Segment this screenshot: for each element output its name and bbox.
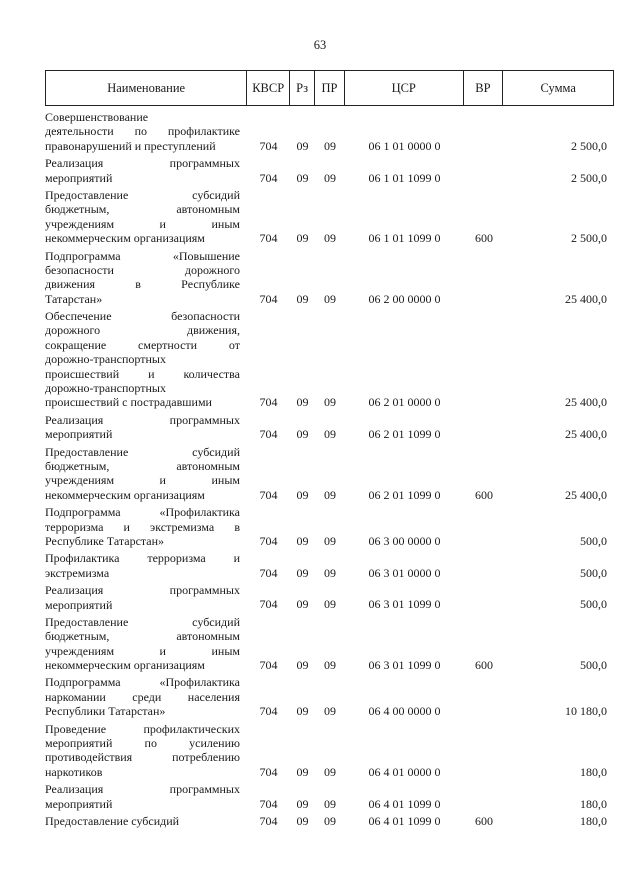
cell-rz: 09 [296,231,309,246]
table-row [45,505,614,548]
cell-rz: 09 [296,487,309,502]
cell-pr: 09 [324,291,336,306]
cell-pr: 09 [324,427,336,442]
cell-sum: 500,0 [580,658,607,673]
cell-sum: 10 180,0 [565,704,607,719]
cell-kvsr: 704 [259,704,278,719]
header-sum: Сумма [540,80,576,95]
table-row [45,675,614,718]
cell-kvsr: 704 [259,487,278,502]
row-name [45,445,240,503]
row-name-line: происшествий и количества [45,366,240,381]
header-vr: ВР [464,71,504,105]
cell-kvsr: 704 [259,813,278,828]
row-name-line: Подпрограмма «Профилактика [45,675,240,690]
cell-pr: 09 [324,764,336,779]
row-name-line: Совершенствование [45,110,149,124]
row-name-line: некоммерческим организациям [45,231,205,246]
cell-rz: 09 [296,395,309,410]
row-name-line: Реализация программных [45,412,240,427]
cell-rz: 09 [296,170,309,185]
row-name-line: дорожно-транспортных [45,381,166,396]
table-header [45,70,614,106]
cell-pr: 09 [324,487,336,502]
cell-rz: 09 [296,704,309,719]
row-name-line: Татарстан» [45,291,103,306]
row-name-line: учреждениям и иным [45,473,240,488]
row-name-line: терроризма и экстремизма в [45,519,240,534]
cell-rz: 09 [296,764,309,779]
row-name-line: Подпрограмма «Повышение [45,248,240,263]
cell-csr: 06 3 00 0000 0 [368,533,441,548]
row-name-line: противодействия потреблению [45,750,240,765]
cell-csr: 06 3 01 1099 0 [368,597,441,612]
row-name [45,309,240,410]
row-name-line: дорожно-транспортных [45,352,166,367]
header-name: Наименование [46,71,247,105]
cell-csr: 06 2 00 0000 0 [368,291,441,306]
cell-rz: 09 [296,796,309,811]
row-name-line: дорожного движения, [45,323,240,338]
row-name-line: Реализация программных [45,583,240,598]
table-row [45,110,614,153]
row-name-line: сокращение смертности от [45,337,240,352]
cell-csr: 06 4 01 1099 0 [368,813,441,828]
cell-sum: 500,0 [580,597,607,612]
cell-csr: 06 2 01 1099 0 [368,427,441,442]
cell-rz: 09 [296,427,309,442]
row-name [45,110,240,153]
row-name [45,551,240,580]
row-name [45,814,240,828]
row-name-line: Обеспечение безопасности [45,309,240,324]
table-row [45,722,614,780]
row-name [45,675,240,718]
header-rz: Рз [290,71,315,105]
cell-kvsr: 704 [259,427,278,442]
cell-sum: 25 400,0 [565,487,607,502]
cell-csr: 06 4 00 0000 0 [368,704,441,719]
cell-pr: 09 [324,813,336,828]
cell-sum: 180,0 [580,796,607,811]
row-name-line: Предоставление субсидий [45,813,180,828]
row-name-line: наркотиков [45,764,103,779]
table-row [45,615,614,673]
table-row [45,814,614,828]
cell-pr: 09 [324,658,336,673]
table-body [45,110,614,831]
row-name-line: происшествий с пострадавшими [45,395,212,410]
cell-kvsr: 704 [259,533,278,548]
row-name [45,413,240,442]
row-name-line: учреждениям и иным [45,643,240,658]
cell-pr: 09 [324,395,336,410]
table-row [45,413,614,442]
row-name-line: мероприятий [45,597,113,612]
cell-vr: 600 [475,487,493,502]
cell-csr: 06 1 01 0000 0 [368,138,441,153]
cell-pr: 09 [324,704,336,719]
row-name-line: бюджетным, автономным [45,629,240,644]
cell-pr: 09 [324,533,336,548]
row-name-line: Республике Татарстан» [45,533,165,548]
table-row [45,551,614,580]
header-pr: ПР [315,71,345,105]
header-csr: ЦСР [345,71,464,105]
row-name-line: безопасности дорожного [45,262,240,277]
cell-vr: 600 [475,813,493,828]
cell-sum: 500,0 [580,565,607,580]
cell-csr: 06 2 01 1099 0 [368,487,441,502]
cell-pr: 09 [324,796,336,811]
row-name-line: некоммерческим организациям [45,487,205,502]
row-name-line: Республики Татарстан» [45,704,166,719]
cell-sum: 25 400,0 [565,395,607,410]
row-name-line: Профилактика терроризма и [45,551,240,566]
cell-kvsr: 704 [259,565,278,580]
row-name-line: деятельности по профилактике [45,124,240,139]
row-name-line: бюджетным, автономным [45,202,240,217]
cell-kvsr: 704 [259,597,278,612]
cell-rz: 09 [296,291,309,306]
page-number: 63 [313,38,327,52]
cell-kvsr: 704 [259,764,278,779]
cell-rz: 09 [296,658,309,673]
table-row [45,249,614,307]
row-name-line: некоммерческим организациям [45,658,205,673]
table-row [45,309,614,410]
row-name-line: Реализация программных [45,782,240,797]
row-name [45,505,240,548]
cell-sum: 180,0 [580,764,607,779]
cell-kvsr: 704 [259,170,278,185]
row-name-line: Предоставление субсидий [45,187,240,202]
row-name-line: мероприятий [45,170,113,185]
row-name [45,249,240,307]
cell-rz: 09 [296,138,309,153]
cell-rz: 09 [296,813,309,828]
cell-csr: 06 2 01 0000 0 [368,395,441,410]
cell-csr: 06 1 01 1099 0 [368,170,441,185]
cell-csr: 06 4 01 0000 0 [368,764,441,779]
row-name-line: Проведение профилактических [45,721,240,736]
cell-rz: 09 [296,597,309,612]
cell-kvsr: 704 [259,291,278,306]
cell-csr: 06 3 01 0000 0 [368,565,441,580]
row-name [45,156,240,185]
row-name-line: правонарушений и преступлений [45,138,216,153]
row-name-line: мероприятий [45,796,113,811]
row-name-line: бюджетным, автономным [45,458,240,473]
cell-kvsr: 704 [259,138,278,153]
cell-csr: 06 1 01 1099 0 [368,231,441,246]
row-name-line: наркомании среди населения [45,689,240,704]
table-row [45,583,614,612]
cell-kvsr: 704 [259,231,278,246]
row-name-line: мероприятий по усилению [45,736,240,751]
row-name-line: Предоставление субсидий [45,444,240,459]
cell-vr: 600 [475,658,493,673]
cell-kvsr: 704 [259,796,278,811]
row-name-line: экстремизма [45,565,110,580]
cell-sum: 25 400,0 [565,291,607,306]
cell-pr: 09 [324,597,336,612]
header-kvsr: КВСР [247,71,290,105]
row-name [45,583,240,612]
cell-sum: 500,0 [580,533,607,548]
row-name-line: Предоставление субсидий [45,614,240,629]
row-name-line: мероприятий [45,427,113,442]
row-name-line: Реализация программных [45,156,240,171]
row-name [45,782,240,811]
cell-sum: 2 500,0 [571,170,607,185]
cell-sum: 2 500,0 [571,231,607,246]
row-name-line: учреждениям и иным [45,216,240,231]
row-name-line: Подпрограмма «Профилактика [45,505,240,520]
cell-sum: 25 400,0 [565,427,607,442]
cell-rz: 09 [296,565,309,580]
cell-pr: 09 [324,170,336,185]
cell-sum: 180,0 [580,813,607,828]
table-row [45,156,614,185]
cell-pr: 09 [324,231,336,246]
cell-csr: 06 4 01 1099 0 [368,796,441,811]
cell-pr: 09 [324,565,336,580]
row-name [45,722,240,780]
row-name-line: движения в Республике [45,277,240,292]
table-row [45,445,614,503]
cell-rz: 09 [296,533,309,548]
row-name [45,615,240,673]
cell-pr: 09 [324,138,336,153]
cell-sum: 2 500,0 [571,138,607,153]
cell-kvsr: 704 [259,658,278,673]
table-row [45,782,614,811]
row-name [45,188,240,246]
table-row [45,188,614,246]
cell-csr: 06 3 01 1099 0 [368,658,441,673]
cell-vr: 600 [475,231,493,246]
cell-kvsr: 704 [259,395,278,410]
